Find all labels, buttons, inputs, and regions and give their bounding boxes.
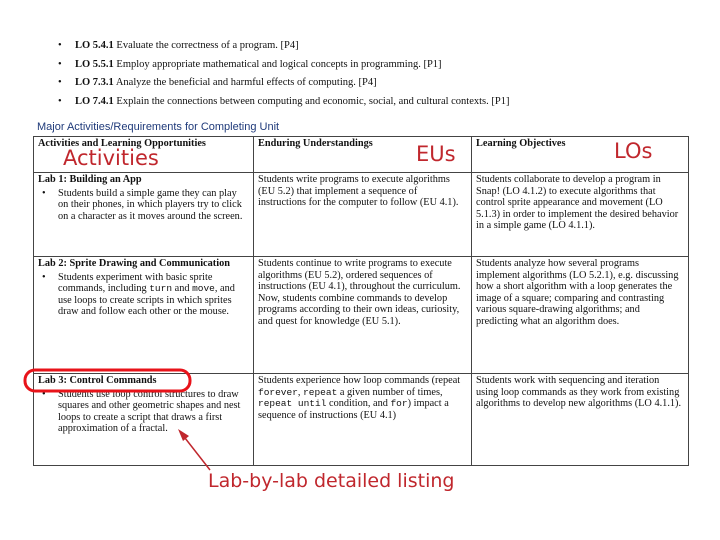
lo-item: • LO 5.5.1 Employ appropriate mathematical and logical concepts in programming. [P1]: [58, 59, 442, 70]
table-row: [34, 257, 689, 374]
lo-item: • LO 7.4.1 Explain the connections between computing and economic, social, and cultural contexts. [P1]: [58, 96, 510, 107]
header-activities: Activities and Learning Opportunities: [34, 137, 254, 173]
activity-text: Students use loop control structures to draw squares and other geometric shapes and nest loops to create a script that draws a first approximation of a fractal.: [58, 388, 241, 435]
callout-label: Lab-by-lab detailed listing: [208, 470, 455, 492]
activity-cell: Lab 3: Control Commands • Students use loop control structures to draw squares and other geometric shapes and nest loops to create a script that draws a first approximation of a fractal.: [34, 374, 254, 466]
activity-text: Students build a simple game they can play on their phones, in which players try to click on a character as it moves around the screen.: [58, 187, 243, 222]
eus-overlay-label: EUs: [416, 142, 456, 166]
header-enduring-understandings: Enduring Understandings: [254, 137, 472, 173]
lab-title: Lab 2: Sprite Drawing and Communication: [38, 258, 230, 269]
lab-title: Lab 1: Building an App: [38, 174, 142, 185]
table-row: [34, 173, 689, 257]
lo-item: • LO 5.4.1 Evaluate the correctness of a program. [P4]: [58, 40, 299, 51]
eu-cell: Students write programs to execute algorithms (EU 5.2) that implement a sequence of instructions for the computer to follow (EU 4.1).: [254, 173, 472, 257]
header-learning-objectives: Learning Objectives: [472, 137, 689, 173]
table-row: [34, 374, 689, 466]
activities-overlay-label: Activities: [63, 146, 159, 170]
lo-cell: Students work with sequencing and iteration using loop commands as they work from existing algorithms to develop new algorithms (LO 4.1.1).: [472, 374, 689, 466]
lab-title: Lab 3: Control Commands: [38, 375, 157, 386]
eu-cell: Students continue to write programs to execute algorithms (EU 5.2), ordered sequences of instructions (EU 4.1), throughout the curriculum. Now, students combine commands to develop programs according to their own ideas, curiosity, and quest for knowledge (EU 5.1).: [254, 257, 472, 374]
eu-cell: Students experience how loop commands (repeat forever, repeat a given number of times, repeat until condition, and for) impact a sequence of instructions (EU 4.1): [254, 374, 472, 466]
activity-cell: Lab 2: Sprite Drawing and Communication • Students experiment with basic sprite commands, including turn and move, and use loops to create scripts in which sprites draw and follow each other or the mouse.: [34, 257, 254, 374]
unit-table: [33, 136, 689, 466]
activity-cell: Lab 1: Building an App • Students build a simple game they can play on their phones, in which players try to click on a character as it moves around the screen.: [34, 173, 254, 257]
los-overlay-label: LOs: [614, 139, 653, 163]
lo-item: • LO 7.3.1 Analyze the beneficial and harmful effects of computing. [P4]: [58, 77, 377, 88]
section-title: Major Activities/Requirements for Completing Unit: [37, 121, 280, 133]
lo-cell: Students analyze how several programs implement algorithms (LO 5.2.1), e.g. discussing how a short algorithm with a loop generates the image of a square; comparing and contrasting various square-drawing algorithms; and predicting what an algorithm does.: [472, 257, 689, 374]
activity-text: Students experiment with basic sprite commands, including turn and move, and use loops to create scripts in which sprites draw and follow each other or the mouse.: [58, 271, 235, 318]
lo-cell: Students collaborate to develop a program in Snap! (LO 4.1.2) to execute algorithms that control sprite appearance and movement (LO 5.1.3) in order to implement the desired behavior in a simple game (LO 4.1.1).: [472, 173, 689, 257]
